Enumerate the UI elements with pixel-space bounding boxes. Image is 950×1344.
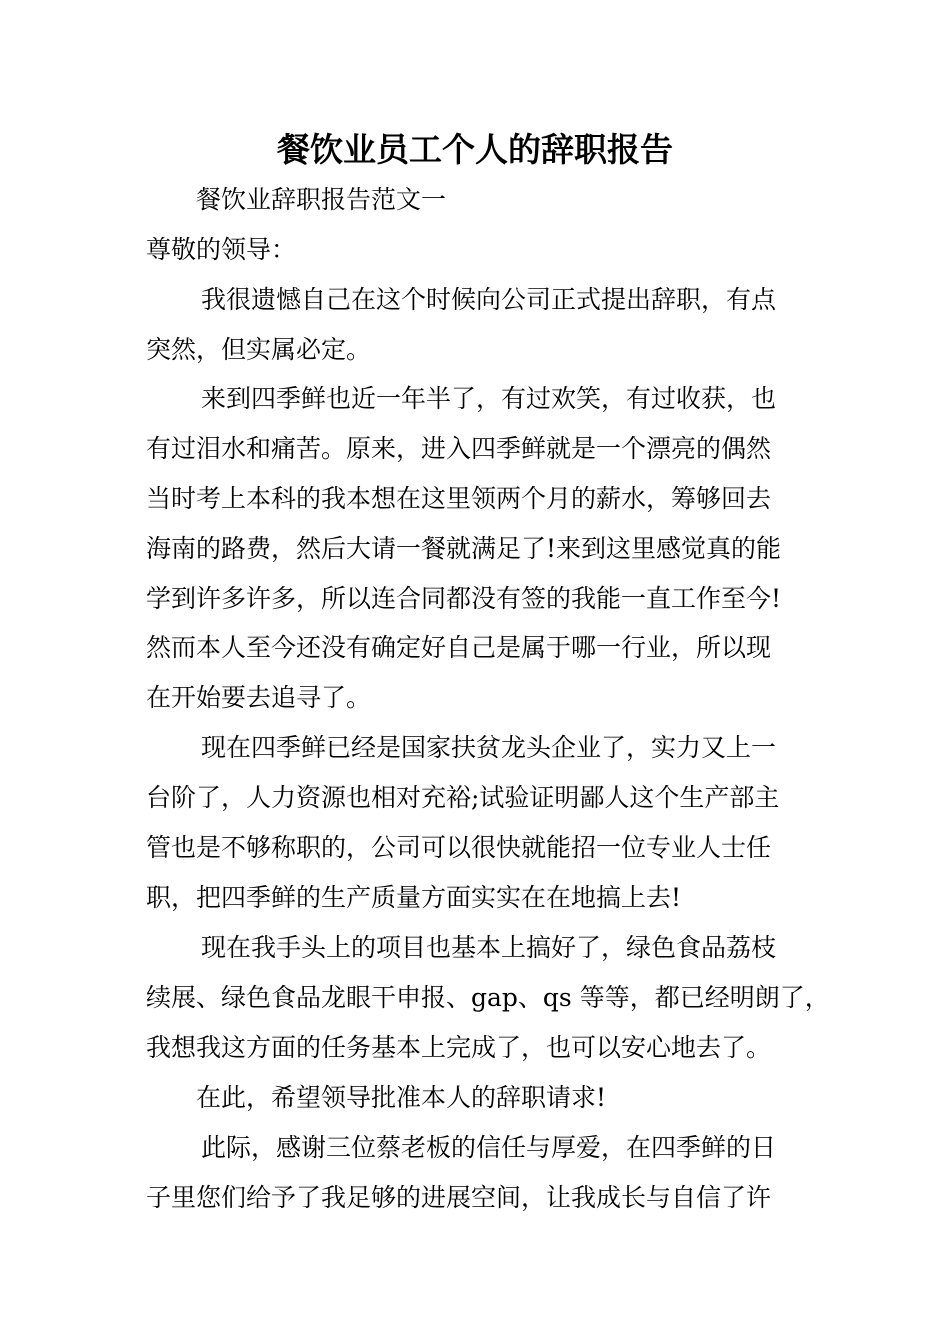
subtitle: 餐饮业辞职报告范文一 (196, 185, 447, 214)
paragraph-line: 职，把四季鲜的生产质量方面实实在在地搞上去! (146, 883, 682, 912)
salutation: 尊敬的领导： (146, 235, 297, 264)
paragraph-line: 有过泪水和痛苦。原来，进入四季鲜就是一个漂亮的偶然 (146, 434, 772, 463)
paragraph-line: 在开始要去追寻了。 (146, 683, 372, 712)
paragraph-line: 此际，感谢三位蔡老板的信任与厚爱，在四季鲜的日 (201, 1133, 777, 1162)
paragraph-line: 来到四季鲜也近一年半了，有过欢笑，有过收获，也 (201, 384, 777, 413)
paragraph-line: 海南的路费，然后大请一餐就满足了!来到这里感觉真的能 (146, 534, 782, 563)
paragraph-line: 续展、绿色食品龙眼干申报、gap、qs 等等，都已经明朗了， (146, 983, 830, 1012)
paragraph-line: 台阶了，人力资源也相对充裕;试验证明鄙人这个生产部主 (146, 783, 780, 812)
paragraph-line: 我想我这方面的任务基本上完成了，也可以安心地去了。 (146, 1033, 772, 1062)
paragraph-line: 子里您们给予了我足够的进展空间，让我成长与自信了许 (146, 1183, 772, 1212)
paragraph-line: 我很遗憾自己在这个时候向公司正式提出辞职，有点 (201, 285, 777, 314)
paragraph-line: 管也是不够称职的，公司可以很快就能招一位专业人士任 (146, 833, 772, 862)
paragraph-line: 现在四季鲜已经是国家扶贫龙头企业了，实力又上一 (201, 733, 777, 762)
paragraph-line: 突然，但实属必定。 (146, 335, 372, 364)
document-title: 餐饮业员工个人的辞职报告 (277, 130, 673, 169)
paragraph-line: 当时考上本科的我本想在这里领两个月的薪水，筹够回去 (146, 484, 772, 513)
paragraph-line: 现在我手头上的项目也基本上搞好了，绿色食品荔枝 (201, 933, 777, 962)
paragraph-line: 在此，希望领导批准本人的辞职请求! (196, 1083, 607, 1112)
paragraph-line: 然而本人至今还没有确定好自己是属于哪一行业，所以现 (146, 633, 772, 662)
paragraph-line: 学到许多许多，所以连合同都没有签的我能一直工作至今! (146, 584, 782, 613)
